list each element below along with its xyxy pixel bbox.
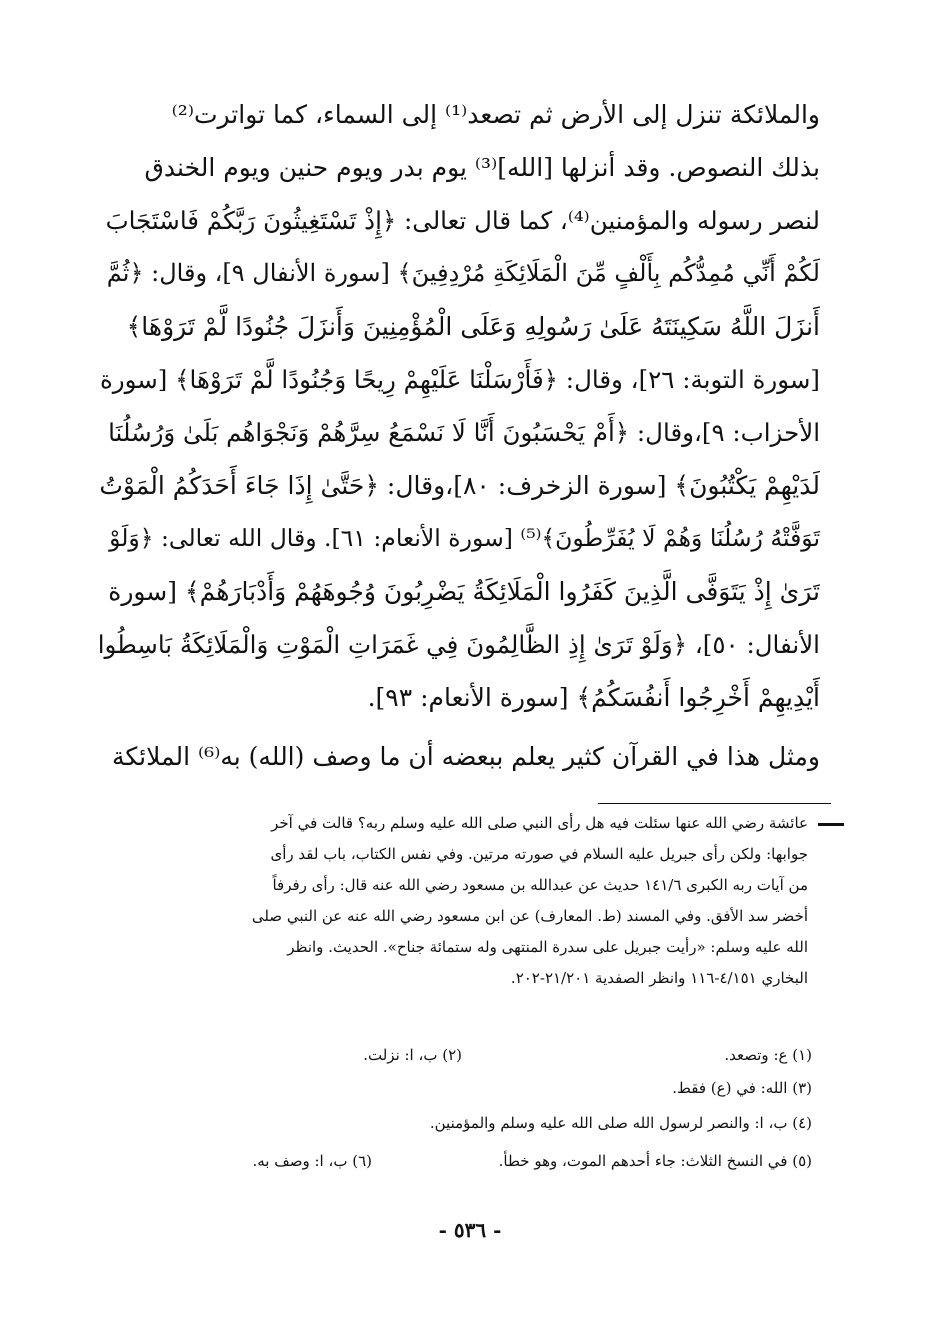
note-line-5: الله عليه وسلم: «رأيت جبريل على سدرة المنتهى وله ستمائة جناح». الحديث. وانظر [287, 938, 808, 956]
body-line-5: أَنزَلَ اللَّهُ سَكِينَتَهُ عَلَىٰ رَسُولِهِ وَعَلَى الْمُؤْمِنِينَ وَأَنزَلَ جُنُودًا لَّمْ تَرَوْهَا﴾ [126, 312, 820, 341]
footnote-row-4 [112, 1146, 812, 1176]
note-line-1: عائشة رضي الله عنها سئلت فيه هل رأى النبي صلى الله عليه وسلم ربه؟ قالت في آخر [271, 814, 808, 832]
footnote-4: (٤) ب، ا: والنصر لرسول الله صلى الله عليه وسلم والمؤمنين. [429, 1114, 812, 1132]
body-line-9: تَوَفَّتْهُ رُسُلُنَا وَهُمْ لَا يُفَرِّطُونَ﴾⁽⁵⁾ [سورة الأنعام: ٦١]. وقال الله تعالى: ﴿وَلَوْ [109, 524, 820, 552]
body-line-4: لَكُمْ أَنِّي مُمِدُّكُم بِأَلْفٍ مِّنَ الْمَلَائِكَةِ مُرْدِفِينَ﴾ [سورة الأنفال ٩]، وقال: ﴿ثُمَّ [106, 259, 820, 287]
body-line-10: تَرَىٰ إِذْ يَتَوَفَّى الَّذِينَ كَفَرُوا الْمَلَائِكَةُ يَضْرِبُونَ وُجُوهَهُمْ وَأَدْبَارَهُمْ﴾ [سورة [108, 577, 820, 606]
note-line-2: جوابها: ولكن رأى جبريل عليه السلام في صورته مرتين. وفي نفس الكتاب، باب لقد رأى [270, 845, 808, 863]
footnote-5: (٥) في النسخ الثلاث: جاء أحدهم الموت، وهو خطأ. [498, 1152, 812, 1170]
footnote-1: (١) ع: وتصعد. [724, 1046, 812, 1064]
body-line-7: الأحزاب: ٩]،وقال: ﴿أَمْ يَحْسَبُونَ أَنَّا لَا نَسْمَعُ سِرَّهُمْ وَنَجْوَاهُم بَلَىٰ وَرُسُلُنَا [108, 418, 820, 447]
body-line-8: لَدَيْهِمْ يَكْتُبُونَ﴾ [سورة الزخرف: ٨٠]،وقال: ﴿حَتَّىٰ إِذَا جَاءَ أَحَدَكُمُ الْمَوْتُ [99, 471, 820, 500]
note-line-6: البخاري ٤/١٥١-١١٦ وانظر الصفدية ٢١/٢٠١-٢٠٢. [510, 969, 808, 987]
footnote-3: (٣) الله: في (ع) فقط. [672, 1079, 812, 1097]
main-text [96, 88, 820, 783]
footnote-row-3 [112, 1108, 812, 1138]
body-line-13: ومثل هذا في القرآن كثير يعلم ببعضه أن ما وصف (الله) به⁽⁶⁾ الملائكة [111, 742, 820, 771]
body-line-1: والملائكة تنزل إلى الأرض ثم تصعد⁽¹⁾ إلى السماء، كما تواترت⁽²⁾ [171, 100, 820, 129]
page-number: - ٥٣٦ - [438, 1218, 502, 1242]
note-line-4: أخضر سد الأفق. وفي المسند (ط. المعارف) عن ابن مسعود رضي الله عنه عن النبي صلى [251, 907, 808, 925]
body-line-12: أَيْدِيهِمْ أَخْرِجُوا أَنفُسَكُمُ﴾ [سورة الأنعام: ٩٣]. [367, 683, 820, 712]
footnote-row-1 [112, 1040, 812, 1070]
footnote-6: (٦) ب، ا: وصف به. [252, 1152, 372, 1170]
footnote-separator [598, 803, 831, 804]
continued-footnote [96, 808, 808, 994]
continuation-mark [818, 823, 844, 826]
body-line-2: بذلك النصوص. وقد أنزلها [الله]⁽³⁾ يوم بدر ويوم حنين ويوم الخندق [144, 153, 820, 182]
note-line-3: من آيات ربه الكبرى ١٤١/٦ حديث عن عبدالله بن مسعود رضي الله عنه قال: رأى رفرفاً [272, 876, 808, 894]
footnote-2: (٢) ب، ا: نزلت. [363, 1046, 462, 1064]
body-line-6: [سورة التوبة: ٢٦]، وقال: ﴿فَأَرْسَلْنَا عَلَيْهِمْ رِيحًا وَجُنُودًا لَّمْ تَرَوْهَا﴾ [سورة [99, 365, 820, 394]
body-line-3: لنصر رسوله والمؤمنين⁽⁴⁾، كما قال تعالى: ﴿إِذْ تَسْتَغِيثُونَ رَبَّكُمْ فَاسْتَجَابَ [105, 206, 820, 235]
body-line-11: الأنفال: ٥٠]، ﴿وَلَوْ تَرَىٰ إِذِ الظَّالِمُونَ فِي غَمَرَاتِ الْمَوْتِ وَالْمَلَائِكَةُ بَاسِطُوا [97, 630, 820, 659]
footnote-row-2 [112, 1073, 812, 1103]
